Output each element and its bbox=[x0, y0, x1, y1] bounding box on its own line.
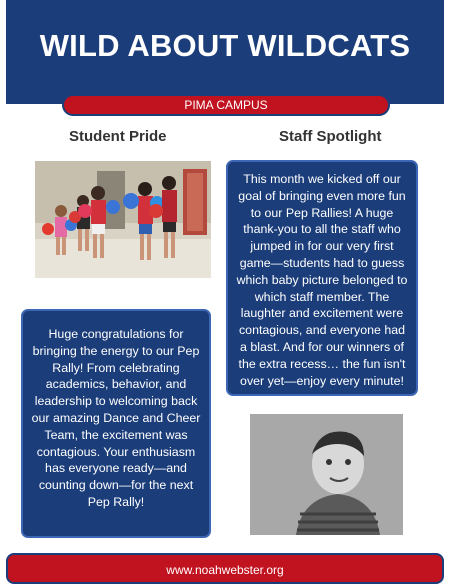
baby-picture-photo bbox=[250, 414, 403, 535]
header-banner bbox=[6, 0, 444, 104]
student-pride-box: Huge congratulations for bringing the energy to our Pep Rally! From celebrating academics, behavior, and leadership to welcoming back our amazing Dance and Cheer Team, the excitement was contagious. Your enthusiasm has everyone ready—and counting down—for the next Pep Rally! bbox=[21, 309, 211, 538]
staff-spotlight-box: This month we kicked off our goal of bringing even more fun to our Pep Rallies! A huge thank-you to all the staff who jumped in for our very first game—students had to guess which baby picture belonged to which staff member. The laughter and excitement were contagious, and everyone had a blast. And for our winners of the extra recess… the fun isn't over yet—enjoy every minute! bbox=[226, 160, 418, 396]
staff-spotlight-heading: Staff Spotlight bbox=[279, 128, 382, 145]
website-link[interactable]: www.noahwebster.org bbox=[166, 563, 284, 577]
campus-label: PIMA CAMPUS bbox=[62, 94, 390, 116]
student-pride-heading: Student Pride bbox=[69, 128, 167, 145]
footer-bar bbox=[6, 553, 444, 584]
page-title: WILD ABOUT WILDCATS bbox=[39, 28, 411, 63]
cheer-team-photo bbox=[35, 161, 211, 278]
